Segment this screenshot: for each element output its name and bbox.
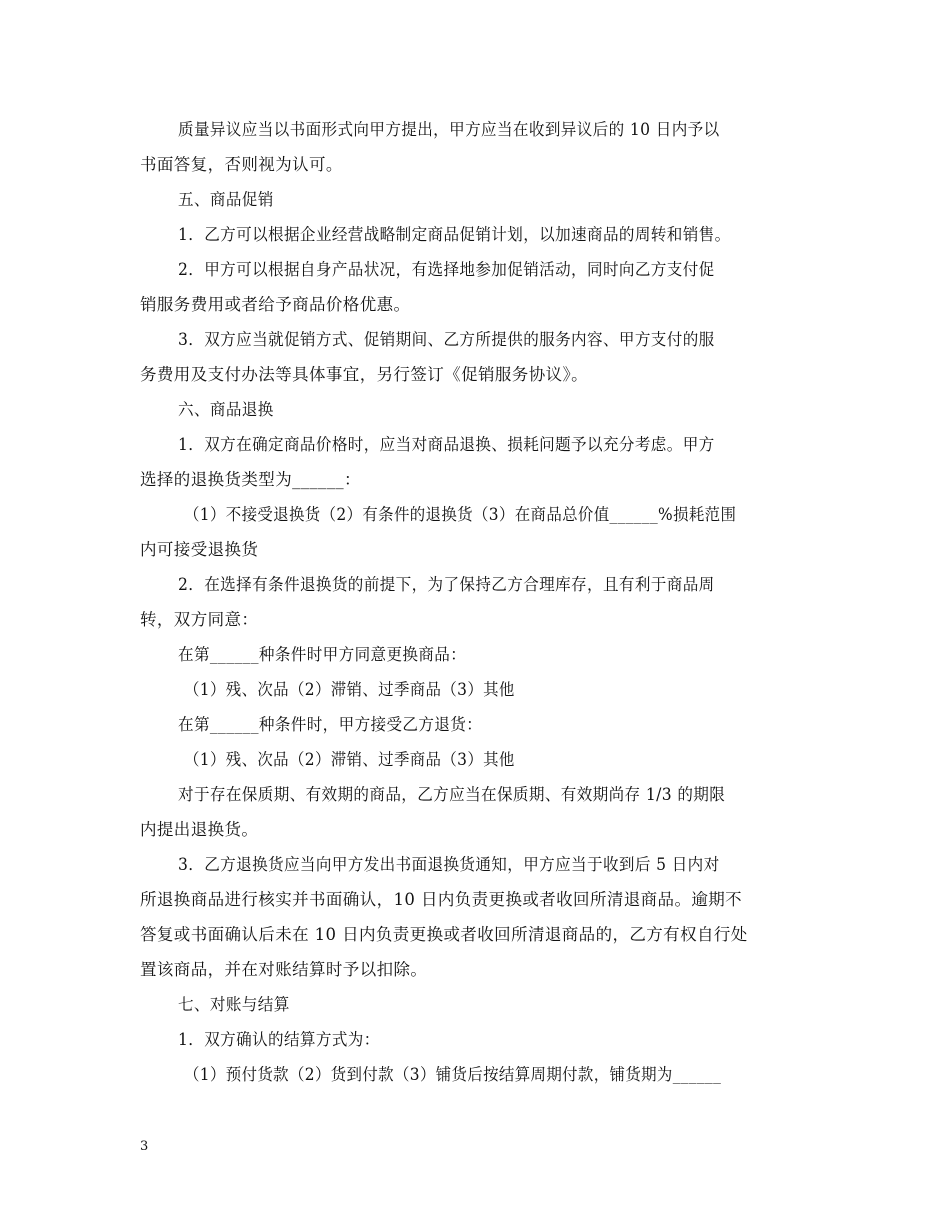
- text-line: 务费用及支付办法等具体事宜，另行签订《促销服务协议》。: [140, 365, 589, 384]
- text-line: 在第______种条件时甲方同意更换商品：: [178, 645, 467, 664]
- text-line: 内可接受退换货: [140, 540, 259, 559]
- text-line: 3．乙方退换货应当向甲方发出书面退换货通知，甲方应当于收到后 5 日内对: [178, 855, 720, 874]
- text-line: 内提出退换货。: [140, 820, 259, 839]
- text-line: 1．乙方可以根据企业经营战略制定商品促销计划，以加速商品的周转和销售。: [178, 225, 731, 244]
- text-line: 对于存在保质期、有效期的商品，乙方应当在保质期、有效期尚存 1/3 的期限: [178, 785, 726, 804]
- text-line: 在第______种条件时，甲方接受乙方退货：: [178, 715, 483, 734]
- text-line: （1）预付货款（2）货到付款（3）铺货后按结算周期付款，铺货期为______: [184, 1065, 722, 1084]
- text-line: 转，双方同意：: [140, 610, 259, 629]
- section-heading: 六、商品退换: [178, 400, 274, 419]
- text-line: 质量异议应当以书面形式向甲方提出，甲方应当在收到异议后的 10 日内予以: [178, 120, 720, 139]
- page-number: 3: [140, 1139, 149, 1154]
- section-heading: 五、商品促销: [178, 190, 274, 209]
- text-line: 销服务费用或者给予商品价格优惠。: [140, 295, 411, 314]
- text-line: （1）不接受退换货（2）有条件的退换货（3）在商品总价值______%损耗范围: [184, 505, 737, 524]
- text-line: 选择的退换货类型为______：: [140, 470, 361, 489]
- text-line: 书面答复，否则视为认可。: [140, 155, 343, 174]
- section-heading: 七、对账与结算: [178, 995, 290, 1014]
- text-line: 2．甲方可以根据自身产品状况，有选择地参加促销活动，同时向乙方支付促: [178, 260, 715, 279]
- text-line: 2．在选择有条件退换货的前提下，为了保持乙方合理库存，且有利于商品周: [178, 575, 715, 594]
- text-line: 所退换商品进行核实并书面确认，10 日内负责更换或者收回所清退商品。逾期不: [140, 890, 743, 909]
- text-line: 置该商品，并在对账结算时予以扣除。: [140, 960, 428, 979]
- text-line: 答复或书面确认后未在 10 日内负责更换或者收回所清退商品的，乙方有权自行处: [140, 925, 748, 944]
- text-line: 1．双方在确定商品价格时，应当对商品退换、损耗问题予以充分考虑。甲方: [178, 435, 715, 454]
- text-line: 1．双方确认的结算方式为：: [178, 1030, 380, 1049]
- text-line: 3．双方应当就促销方式、促销期间、乙方所提供的服务内容、甲方支付的服: [178, 330, 715, 349]
- text-line: （1）残、次品（2）滞销、过季商品（3）其他: [184, 680, 515, 699]
- text-line: （1）残、次品（2）滞销、过季商品（3）其他: [184, 750, 515, 769]
